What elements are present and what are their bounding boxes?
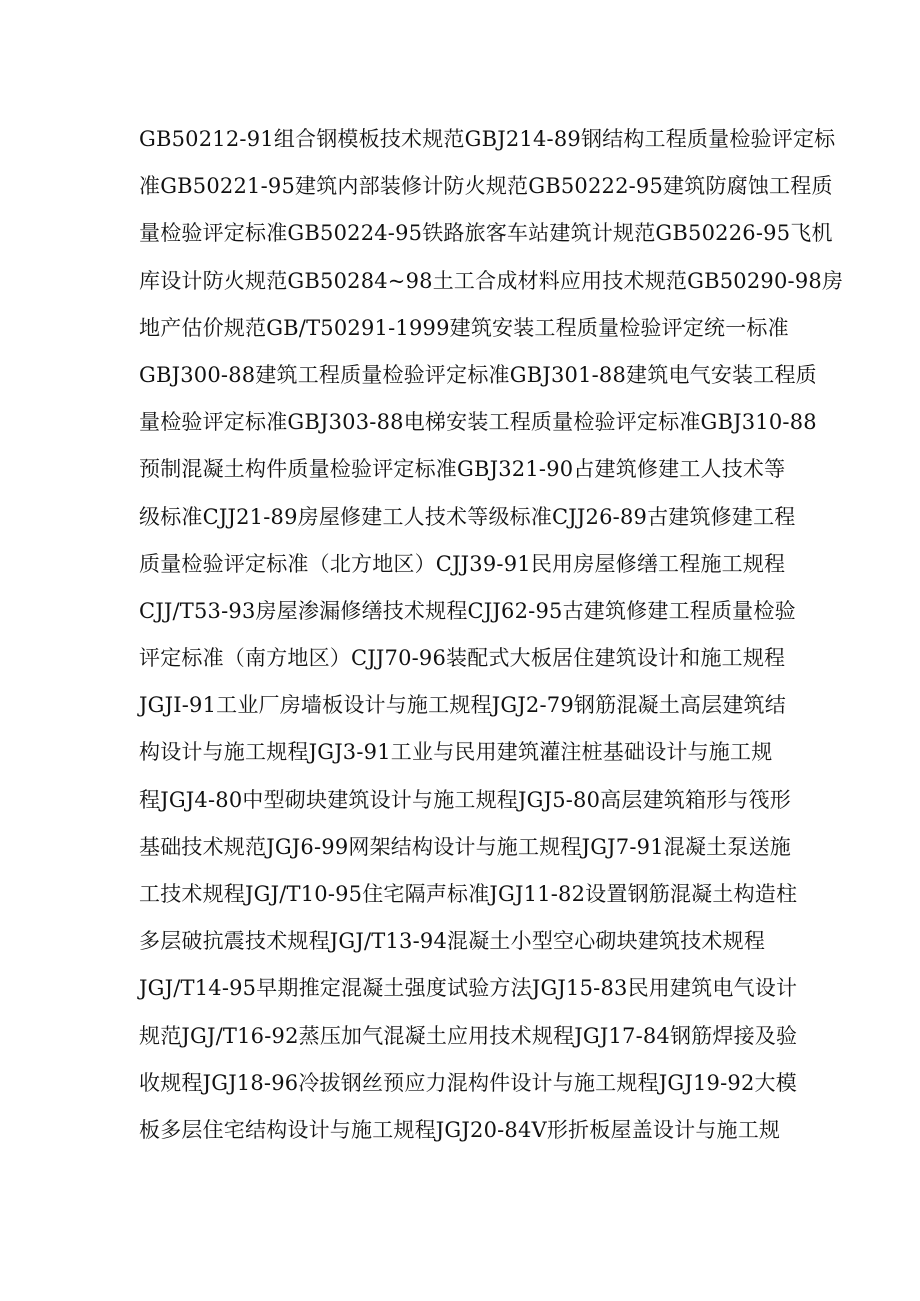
text-line: 地产估价规范GB/T50291-1999建筑安装工程质量检验评定统一标准 [139, 315, 789, 340]
document-body [139, 116, 844, 1154]
text-line: GB50212-91组合钢模板技术规范GBJ214-89钢结构工程质量检验评定标 [139, 127, 836, 151]
text-line: 级标准CJJ21-89房屋修建工人技术等级标准CJJ26-89古建筑修建工程 [139, 504, 796, 529]
text-line: 规范JGJ/T16-92蒸压加气混凝土应用技术规程JGJ17-84钢筋焊接及验 [139, 1023, 798, 1048]
text-line: 预制混凝土构件质量检验评定标准GBJ321-90占建筑修建工人技术等 [139, 457, 786, 482]
text-line: 收规程JGJ18-96冷拔钢丝预应力混构件设计与施工规程JGJ19-92大模 [139, 1070, 797, 1095]
text-line: 板多层住宅结构设计与施工规程JGJ20-84V形折板屋盖设计与施工规 [139, 1117, 781, 1142]
text-line: JGJ/T14-95早期推定混凝土强度试验方法JGJ15-83民用建筑电气设计 [139, 976, 798, 1001]
text-line: GBJ300-88建筑工程质量检验评定标准GBJ301-88建筑电气安装工程质 [139, 362, 817, 387]
text-line: 评定标准（南方地区）CJJ70-96装配式大板居住建筑设计和施工规程 [139, 646, 786, 671]
text-line: 构设计与施工规程JGJ3-91工业与民用建筑灌注桩基础设计与施工规 [139, 740, 773, 765]
text-line: 库设计防火规范GB50284~98土工合成材料应用技术规范GB50290-98房 [139, 268, 844, 293]
text-line: CJJ/T53-93房屋渗漏修缮技术规程CJJ62-95古建筑修建工程质量检验 [139, 598, 796, 623]
text-line: 准GB50221-95建筑内部装修计防火规范GB50222-95建筑防腐蚀工程质 [139, 174, 833, 199]
text-line: 程JGJ4-80中型砌块建筑设计与施工规程JGJ5-80高层建筑箱形与筏形 [139, 787, 791, 812]
text-line: 多层破抗震技术规程JGJ/T13-94混凝土小型空心砌块建筑技术规程 [139, 929, 766, 954]
text-line: 基础技术规范JGJ6-99网架结构设计与施工规程JGJ7-91混凝土泵送施 [139, 834, 791, 859]
text-line: JGJI-91工业厂房墙板设计与施工规程JGJ2-79钢筋混凝土高层建筑结 [139, 693, 786, 718]
text-line: 量检验评定标准GBJ303-88电梯安装工程质量检验评定标准GBJ310-88 [139, 410, 817, 435]
text-line: 工技术规程JGJ/T10-95住宅隔声标准JGJ11-82设置钢筋混凝土构造柱 [139, 882, 798, 906]
text-line: 质量检验评定标准（北方地区）CJJ39-91民用房屋修缮工程施工规程 [139, 551, 786, 576]
text-line: 量检验评定标准GB50224-95铁路旅客车站建筑计规范GB50226-95飞机 [139, 221, 833, 246]
